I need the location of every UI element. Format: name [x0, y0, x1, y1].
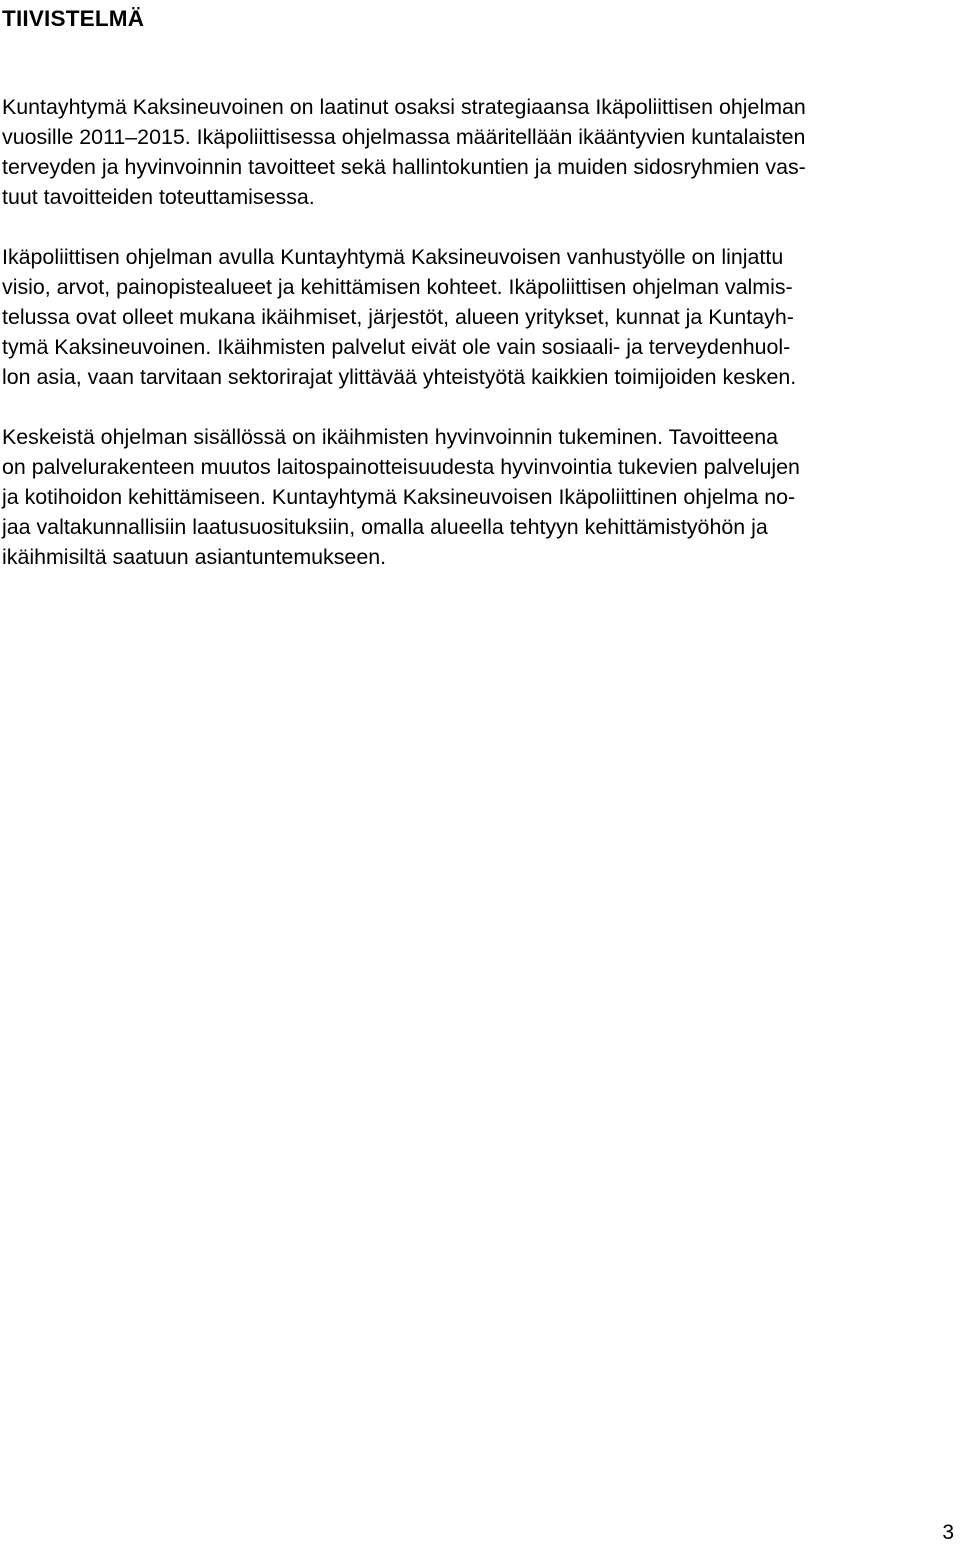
paragraph-1	[2, 92, 958, 212]
text-line: Keskeistä ohjelman sisällössä on ikäihmisten hyvinvoinnin tukeminen. Tavoitteena	[2, 425, 779, 449]
text-line: on palvelurakenteen muutos laitospainotteisuudesta hyvinvointia tukevien palvelujen	[2, 455, 800, 479]
text-line: terveyden ja hyvinvoinnin tavoitteet sekä hallintokuntien ja muiden sidosryhmien vas-	[2, 155, 806, 179]
page-title: TIIVISTELMÄ	[2, 6, 145, 31]
text-line: tymä Kaksineuvoinen. Ikäihmisten palvelut eivät ole vain sosiaali- ja terveydenhuol-	[2, 335, 791, 359]
text-line: tuut tavoitteiden toteuttamisessa.	[2, 185, 315, 209]
text-line: lon asia, vaan tarvitaan sektorirajat ylittävää yhteistyötä kaikkien toimijoiden kesken.	[2, 365, 797, 389]
page-number: 3	[942, 1521, 954, 1544]
body-text	[2, 92, 958, 602]
text-line: visio, arvot, painopistealueet ja kehittämisen kohteet. Ikäpoliittisen ohjelman valmis-	[2, 275, 793, 299]
paragraph-2	[2, 242, 958, 392]
paragraph-3	[2, 422, 958, 572]
text-line: jaa valtakunnallisiin laatusuosituksiin, omalla alueella tehtyyn kehittämistyöhön ja	[2, 515, 768, 539]
text-line: vuosille 2011–2015. Ikäpoliittisessa ohjelmassa määritellään ikääntyvien kuntalaisten	[2, 125, 806, 149]
text-line: ja kotihoidon kehittämiseen. Kuntayhtymä Kaksineuvoisen Ikäpoliittinen ohjelma no-	[2, 485, 796, 509]
text-line: telussa ovat olleet mukana ikäihmiset, järjestöt, alueen yritykset, kunnat ja Kuntayh-	[2, 305, 794, 329]
text-line: Ikäpoliittisen ohjelman avulla Kuntayhtymä Kaksineuvoisen vanhustyölle on linjattu	[2, 245, 784, 269]
text-line: Kuntayhtymä Kaksineuvoinen on laatinut osaksi strategiaansa Ikäpoliittisen ohjelman	[2, 95, 806, 119]
text-line: ikäihmisiltä saatuun asiantuntemukseen.	[2, 545, 387, 569]
